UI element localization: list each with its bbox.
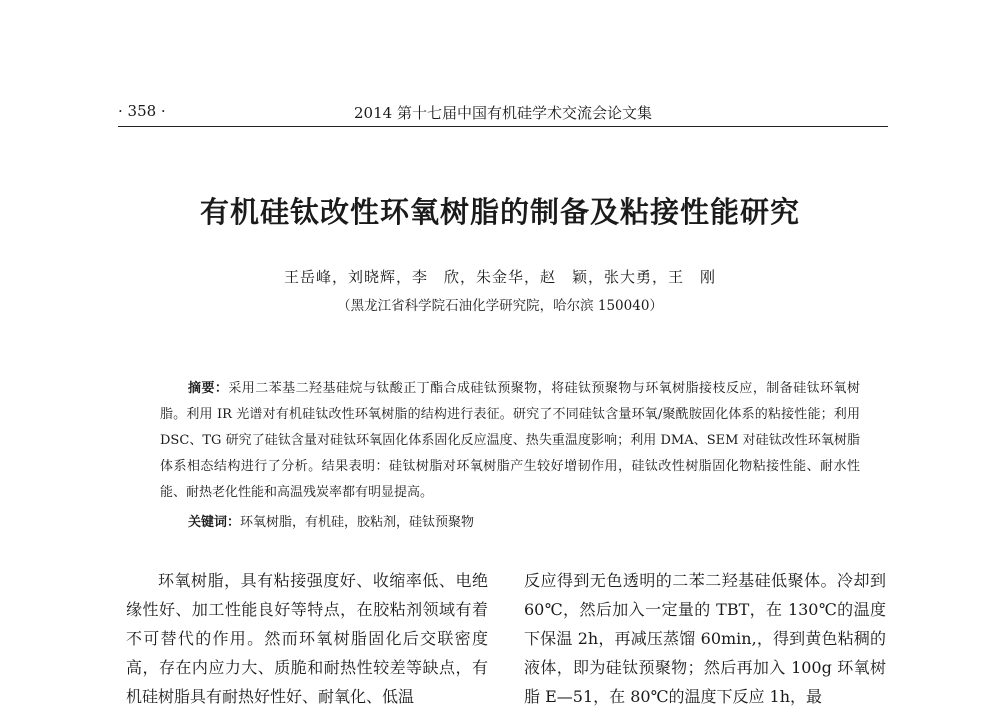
body-right-column: 反应得到无色透明的二苯二羟基硅低聚体。冷却到 60℃，然后加入一定量的 TBT，在 130℃的温度下保温 2h，再减压蒸馏 60min,，得到黄色粘稠的液体，即为硅钛预聚物；然后再加入 100g 环氧树脂 E—51，在 80℃的温度下反应 1h，最 (524, 571, 886, 706)
keywords-label: 关键词： (188, 515, 241, 530)
body-left-column: 环氧树脂，具有粘接强度好、收缩率低、电绝缘性好、加工性能良好等特点，在胶粘剂领域有着不可替代的作用。然而环氧树脂固化后交联密度高，存在内应力大、质脆和耐热性较差等缺点，有机硅树脂具有耐热好性好、耐氧化、低温 (126, 571, 488, 706)
abstract-label: 摘要： (188, 381, 229, 396)
author-list: 王岳峰，刘晓辉，李 欣，朱金华，赵 颖，张大勇，王 刚 (283, 268, 716, 286)
paper-title: 有机硅钛改性环氧树脂的制备及粘接性能研究 (199, 195, 800, 229)
running-header (118, 100, 888, 124)
affiliation: （黑龙江省科学院石油化学研究院，哈尔滨 150040） (337, 298, 663, 314)
page-number: · 358 · (118, 102, 166, 120)
header-rule (118, 126, 888, 127)
journal-title: 2014 第十七届中国有机硅学术交流会论文集 (354, 104, 652, 122)
keywords (188, 510, 858, 536)
abstract (160, 376, 860, 506)
keywords-text: 环氧树脂，有机硅，胶粘剂，硅钛预聚物 (240, 515, 475, 530)
abstract-text: 采用二苯基二羟基硅烷与钛酸正丁酯合成硅钛预聚物，将硅钛预聚物与环氧树脂接枝反应，制备硅钛环氧树脂。利用 IR 光谱对有机硅钛改性环氧树脂的结构进行表征。研究了不同硅钛含量环氧/聚酰胺固化体系的粘接性能；利用 DSC、TG 研究了硅钛含量对硅钛环氧固化体系固化反应温度、热失重温度影响；利用 DMA、SEM 对硅钛改性环氧树脂体系相态结构进行了分析。结果表明：硅钛树脂对环氧树脂产生较好增韧作用，硅钛改性树脂固化物粘接性能、耐水性能、耐热老化性能和高温残炭率都有明显提高。 (160, 381, 860, 500)
